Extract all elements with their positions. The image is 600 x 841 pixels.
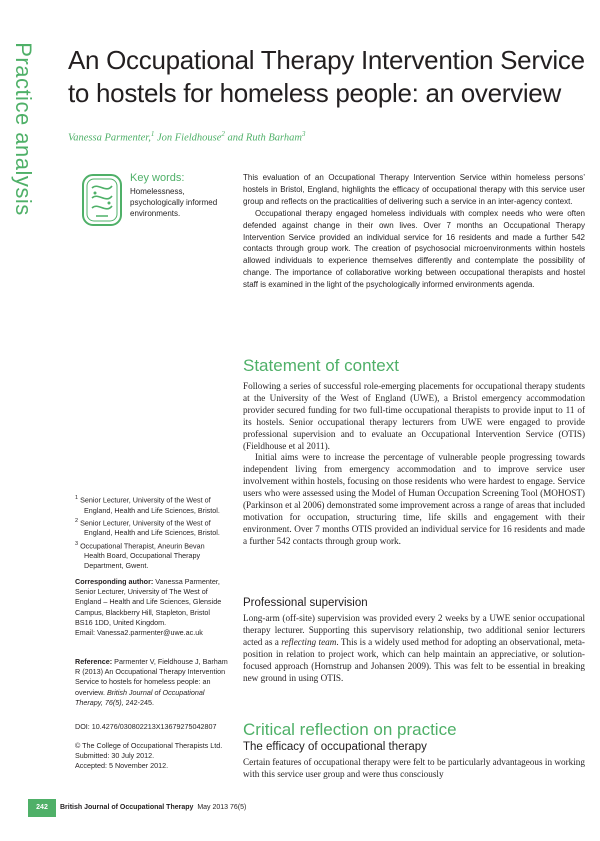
footnote-text: Occupational Therapist, Aneurin Bevan Health Board, Occupational Therapy Department, Gwent. xyxy=(80,540,205,571)
footnote-text: Senior Lecturer, University of the West of England, Health and Life Sciences, Bristol. xyxy=(80,518,220,538)
footnote xyxy=(75,539,225,572)
article-title: An Occupational Therapy Intervention Service to hostels for homeless people: an overview xyxy=(68,45,585,108)
text-span: . This is a widely used method for adopting an observational, meta-position in relation to project work, which can help maintain an appreciative, or solution-focused approach (Hornstrup and Johansen 2009). This was felt to be essential in breaking new ground in using OTIS. xyxy=(243,636,585,683)
affiliation-footnotes xyxy=(75,493,225,572)
section-label: Practice analysis xyxy=(11,42,36,216)
page-number: 242 xyxy=(28,799,56,817)
critical-body xyxy=(243,757,585,781)
abstract-paragraph: Occupational therapy engaged homeless individuals with complex needs who were often defended against change in their own lives. Over 7 months an Occupational Therapy Intervention Service provided an individual service for 16 residents and made a further 542 contacts through group work. The creation of psychosocial microenvironments within hostels allowed individuals to experience themselves differently and contemplate the possibility of change. The importance of collaborative working between occupational therapists and hostel staff is examined in the light of the psychologically informed environments agenda. xyxy=(243,208,585,290)
corresponding-email: Email: Vanessa2.parmenter@uwe.ac.uk xyxy=(75,628,203,638)
keywords-text: Homelessness, psychologically informed environments. xyxy=(130,187,218,218)
supervision-body xyxy=(243,613,585,684)
reference-text: Parmenter V, Fieldhouse J, Barham R (2013) An Occupational Therapy Intervention Service to hostels for homeless people: an overview. xyxy=(75,657,228,697)
footnote-marker: 3 xyxy=(75,540,79,547)
abstract xyxy=(243,172,585,291)
reference-journal: British Journal of Occupational Therapy, 76(5), xyxy=(75,687,205,707)
submitted-date: Submitted: 30 July 2012. xyxy=(75,751,155,761)
footer-journal-name: British Journal of Occupational Therapy xyxy=(60,804,194,811)
text-span: Long-arm (off-site) supervision was provided every 2 weeks by a UWE senior occupational therapy lecturer. Supporting this supervisory relationship, two additional senior lecturers acted as a xyxy=(243,613,585,647)
abstract-paragraph: This evaluation of an Occupational Therapy Intervention Service within homeless persons’ hostels in Bristol, England, highlights the efficacy of occupational therapy with this service user group and reflects on the practicalities of delivering such a service in an inter-agency context. xyxy=(243,173,585,206)
author-3-affil: 3 xyxy=(302,130,306,138)
author-3: and Ruth Barham xyxy=(227,132,303,144)
corresponding-text: Vanessa Parmenter, Senior Lecturer, University of The West of England – Health and Life Sciences, Glenside Campus, Blackberry Hill, Stapleton, Bristol BS16 1DD, United Kingdom. xyxy=(75,577,222,627)
section-heading-critical: Critical reflection on practice xyxy=(243,720,457,739)
author-1: Vanessa Parmenter, xyxy=(68,132,151,144)
footer-issue: May 2013 76(5) xyxy=(197,804,247,811)
corresponding-author xyxy=(75,577,225,638)
body-paragraph: Following a series of successful role-emerging placements for occupational therapy students at the University of the West of England (UWE), a Bristol emergency accommodation provider secured funding for two full-time occupational therapists to provide input to 11 of its hostels. Senior occupational therapy lecturers from UWE were engaged to provide professional supervision and to evaluate an Occupational Intervention Service (OTIS) (Fieldhouse et al 2011). xyxy=(243,381,585,451)
doi: DOI: 10.4276/030802213X13679275042807 xyxy=(75,722,217,731)
copyright: © The College of Occupational Therapists Ltd. xyxy=(75,741,223,750)
reference-label: Reference: xyxy=(75,657,113,666)
citation-reference xyxy=(75,657,230,708)
body-paragraph: Initial aims were to increase the percentage of vulnerable people progressing towards independent living from emergency accommodation and to improve service user involvement within hostels, focusing on those residents who were hardest to engage. Service users who were assessed using the Model of Human Occupation Screening Tool (MOHOST) (Parkinson et al 2006) demonstrated some improvement across a range of areas that included motivation for occupation, structuring time, life skills and engagement with their environment. Over 7 months OTIS provided an individual service for 16 residents and made a further 542 contacts through group work. xyxy=(243,452,585,546)
subheading-efficacy: The efficacy of occupational therapy xyxy=(243,741,427,753)
body-paragraph: Certain features of occupational therapy were felt to be particularly advantageous in working with this service user group and were thus consciously xyxy=(243,757,585,779)
reference-pages: 242-245. xyxy=(125,697,154,707)
author-list xyxy=(68,130,306,144)
author-2-affil: 2 xyxy=(221,130,225,138)
emphasis-text: reflecting team xyxy=(281,636,337,647)
footer-journal xyxy=(60,804,246,811)
section-heading-statement: Statement of context xyxy=(243,356,399,375)
footnote-marker: 1 xyxy=(75,495,79,501)
footnote xyxy=(75,493,225,516)
section-label-vertical xyxy=(8,44,38,214)
footnote-marker: 2 xyxy=(75,517,79,524)
accepted-date: Accepted: 5 November 2012. xyxy=(75,761,169,771)
footnote xyxy=(75,516,225,539)
ornament-logo-icon xyxy=(80,172,124,228)
body-paragraph xyxy=(243,613,585,684)
subheading-supervision: Professional supervision xyxy=(243,597,368,609)
corresponding-label: Corresponding author: xyxy=(75,577,154,586)
publication-dates xyxy=(75,741,235,772)
statement-body xyxy=(243,381,585,548)
author-2: Jon Fieldhouse xyxy=(156,132,222,144)
author-1-affil: 1 xyxy=(150,130,155,138)
keywords-heading: Key words: xyxy=(130,172,185,184)
footnote-text: Senior Lecturer, University of the West of England, Health and Life Sciences, Bristol. xyxy=(80,495,220,515)
